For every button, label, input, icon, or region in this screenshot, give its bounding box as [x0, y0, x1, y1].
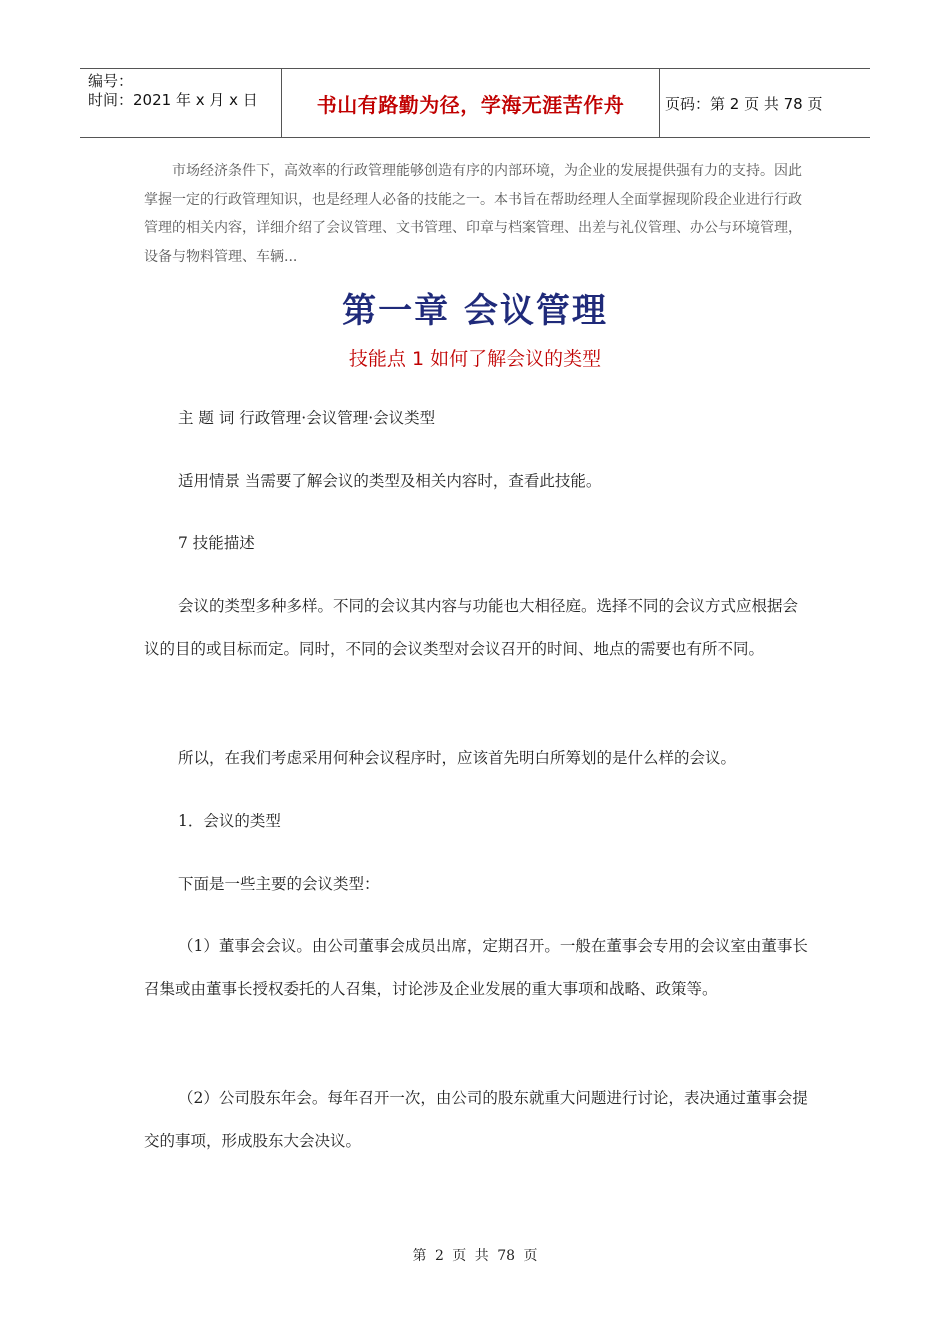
date-label: 时间：2021 年 x 月 x 日 [88, 91, 258, 109]
section-heading: 1．会议的类型 [178, 812, 281, 830]
header-motto: 书山有路勤为径，学海无涯苦作舟 [282, 69, 660, 137]
skill-description-heading: 7 技能描述 [178, 534, 255, 552]
body-paragraph: 所以，在我们考虑采用何种会议程序时，应该首先明白所筹划的是什么样的会议。 [178, 749, 737, 767]
body-paragraph: 下面是一些主要的会议类型： [178, 875, 380, 893]
page-footer: 第 2 页 共 78 页 [412, 1248, 538, 1264]
page-header [80, 68, 870, 138]
list-item: （2）公司股东年会。每年召开一次，由公司的股东就重大问题进行讨论，表决通过董事会提交的事项，形成股东大会决议。 [144, 1089, 808, 1150]
section-title: 技能点 1 如何了解会议的类型 [348, 348, 602, 370]
number-label: 编号： [88, 72, 134, 90]
list-item: （1）董事会会议。由公司董事会成员出席，定期召开。一般在董事会专用的会议室由董事长召集或由董事长授权委托的人召集，讨论涉及企业发展的重大事项和战略、政策等。 [144, 937, 808, 998]
header-meta [80, 69, 282, 137]
abstract-text: 市场经济条件下，高效率的行政管理能够创造有序的内部环境，为企业的发展提供强有力的支持。因此掌握一定的行政管理知识，也是经理人必备的技能之一。本书旨在帮助经理人全面掌握现阶段企业进行行政管理的相关内容，详细介绍了会议管理、文书管理、印章与档案管理、出差与礼仪管理、办公与环境管理，设备与物料管理、车辆... [144, 163, 802, 265]
body-paragraph: 会议的类型多种多样。不同的会议其内容与功能也大相径庭。选择不同的会议方式应根据会议的目的或目标而定。同时，不同的会议类型对会议召开的时间、地点的需要也有所不同。 [144, 597, 799, 658]
keywords-line: 主 题 词 行政管理·会议管理·会议类型 [178, 409, 436, 427]
scenario-line: 适用情景 当需要了解会议的类型及相关内容时，查看此技能。 [178, 472, 602, 490]
header-page-info: 页码：第 2 页 共 78 页 [665, 94, 823, 113]
chapter-title: 第一章 会议管理 [342, 291, 608, 331]
